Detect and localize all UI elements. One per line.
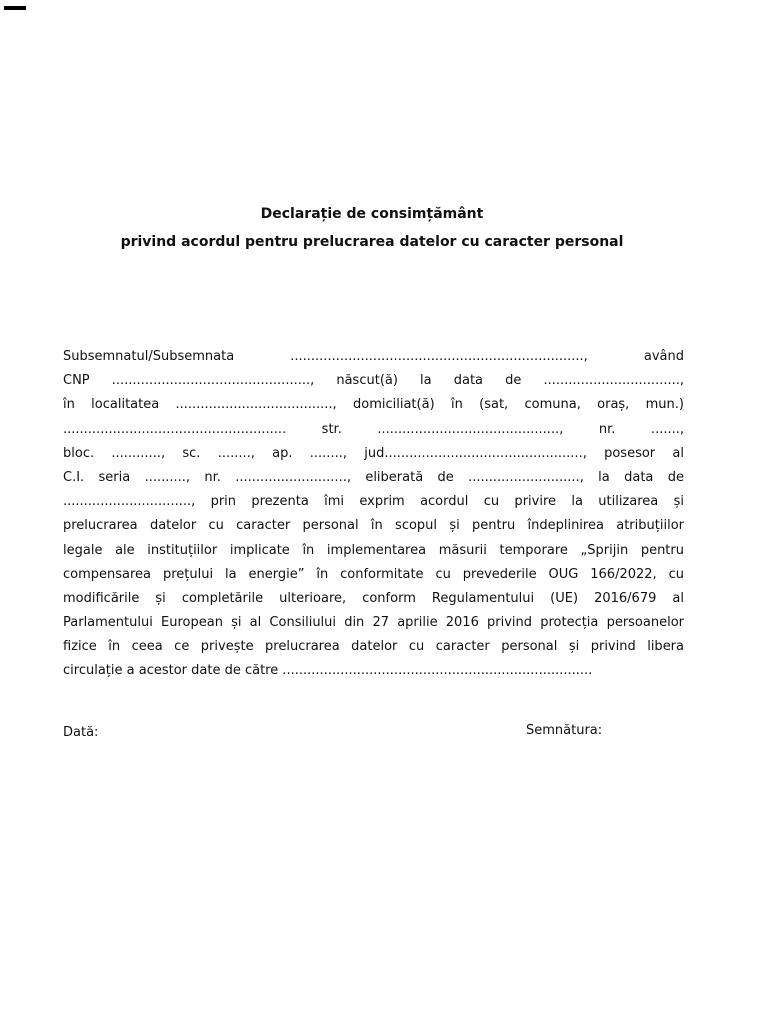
body-line: ..............................., prin prezenta îmi exprim acordul cu privire la utilizarea și [63,494,684,510]
body-line: prelucrarea datelor cu caracter personal în scopul și pentru îndeplinirea atribuțiilor [63,518,684,534]
body-line: ...................................................... str. ............................................, nr. ......., [63,421,684,437]
date-label: Dată: [63,725,99,740]
body-line: compensarea prețului la energie” în conformitate cu prevederile OUG 166/2022, cu [63,566,684,582]
body-line: circulație a acestor date de către ........................................................................... [63,663,593,679]
body-line: legale ale instituțiilor implicate în implementarea măsurii temporare „Sprijin pentru [63,542,684,558]
declaration-body [63,345,684,684]
body-line: bloc. ............, sc. ........, ap. ........, jud................................................, posesor al [63,445,684,461]
corner-mark [4,6,26,10]
body-line: Subsemnatul/Subsemnata ......................................................................., având [63,349,684,364]
document-title [0,204,744,252]
title-line-2: privind acordul pentru prelucrarea datelor cu caracter personal [120,234,624,250]
body-line: în localitatea ......................................, domiciliat(ă) în (sat, comuna, oraș, mun.) [63,397,684,413]
body-line: modificările și completările ulterioare, conform Regulamentului (UE) 2016/679 al [63,590,684,606]
signature-label: Semnătura: [526,723,603,738]
body-line: fizice în ceea ce privește prelucrarea datelor cu caracter personal și privind libera [63,639,684,655]
title-line-1: Declarație de consimțământ [260,206,484,222]
body-line: C.I. seria .........., nr. ..........................., eliberată de ..........................., la data de [63,469,684,485]
body-line: Parlamentului European și al Consiliului din 27 aprilie 2016 privind protecția persoanelor [63,615,684,631]
body-line: CNP ................................................, născut(ă) la data de ................................., [63,373,684,389]
